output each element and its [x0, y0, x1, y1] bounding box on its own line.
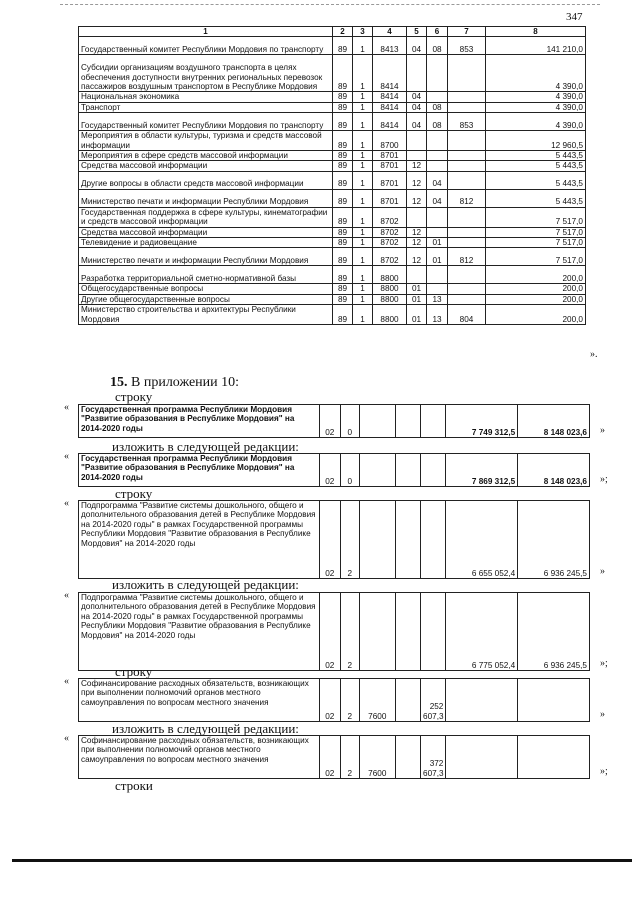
- row-label-cell: Транспорт: [79, 102, 333, 112]
- row-value-cell: [421, 501, 446, 579]
- program-table: [78, 500, 590, 579]
- row-value-cell: 02: [319, 593, 340, 671]
- row-value-cell: [448, 266, 486, 284]
- row-label-cell: Субсидии организациям воздушного транспорта в целях обеспечения доступности внутренних региональных перевозок пассажиров воздушным транспортом в Республике Мордовия: [79, 55, 333, 92]
- row-value-cell: 8701: [373, 151, 407, 161]
- row-value-cell: 1: [353, 151, 373, 161]
- row-value-cell: 02: [319, 405, 340, 438]
- row-label-cell: Министерство строительства и архитектуры Республики Мордовия: [79, 305, 333, 325]
- row-value-cell: [448, 161, 486, 171]
- row-value-cell: 812: [448, 248, 486, 266]
- row-value-cell: 89: [333, 55, 353, 92]
- row-value-cell: [448, 55, 486, 92]
- row-value-cell: 02: [319, 679, 340, 722]
- table-row: [79, 248, 586, 266]
- row-value-cell: 89: [333, 305, 353, 325]
- row-value-cell: 8 148 023,6: [518, 405, 590, 438]
- row-value-cell: [359, 454, 395, 487]
- row-value-cell: 89: [333, 113, 353, 131]
- closing-quote: »;: [600, 658, 608, 669]
- row-value-cell: [448, 131, 486, 151]
- table-row: [79, 171, 586, 189]
- row-value-cell: 200,0: [486, 266, 586, 284]
- table-row: [79, 679, 590, 722]
- row-value-cell: 7600: [359, 736, 395, 779]
- table-row: [79, 736, 590, 779]
- row-value-cell: [427, 92, 448, 102]
- row-value-cell: 2: [340, 501, 359, 579]
- row-value-cell: 1: [353, 207, 373, 227]
- row-value-cell: 8702: [373, 207, 407, 227]
- row-value-cell: 13: [427, 305, 448, 325]
- row-value-cell: [448, 284, 486, 294]
- row-label-cell: Другие общегосударственные вопросы: [79, 294, 333, 304]
- table-row: [79, 189, 586, 207]
- closing-quote: »: [600, 566, 605, 577]
- row-value-cell: 04: [407, 92, 427, 102]
- row-value-cell: 89: [333, 161, 353, 171]
- row-value-cell: [448, 171, 486, 189]
- row-value-cell: [518, 679, 590, 722]
- section-title: В приложении 10:: [127, 375, 240, 390]
- row-value-cell: [359, 593, 395, 671]
- row-value-cell: 12: [407, 227, 427, 237]
- row-value-cell: 89: [333, 92, 353, 102]
- col-header: 8: [486, 27, 586, 37]
- row-value-cell: [448, 151, 486, 161]
- row-label-cell: Государственный комитет Республики Мордовия по транспорту: [79, 113, 333, 131]
- row-value-cell: 01: [407, 294, 427, 304]
- table-row: [79, 131, 586, 151]
- row-value-cell: 8800: [373, 266, 407, 284]
- row-value-cell: 8800: [373, 284, 407, 294]
- row-value-cell: 01: [427, 248, 448, 266]
- row-label-cell: Мероприятия в сфере средств массовой информации: [79, 151, 333, 161]
- row-label-cell: Телевидение и радиовещание: [79, 238, 333, 248]
- row-value-cell: 1: [353, 113, 373, 131]
- row-value-cell: 2: [340, 736, 359, 779]
- row-value-cell: [427, 55, 448, 92]
- row-value-cell: 89: [333, 238, 353, 248]
- row-value-cell: 1: [353, 305, 373, 325]
- table-row: [79, 37, 586, 55]
- row-value-cell: 04: [407, 113, 427, 131]
- word-stroku: строку: [115, 486, 153, 501]
- opening-quote: «: [64, 402, 69, 413]
- row-value-cell: [448, 102, 486, 112]
- closing-quote: »;: [600, 766, 608, 777]
- row-value-cell: 89: [333, 171, 353, 189]
- row-value-cell: 12 960,5: [486, 131, 586, 151]
- col-header: 3: [353, 27, 373, 37]
- row-value-cell: 4 390,0: [486, 113, 586, 131]
- table-header-row: [79, 27, 586, 37]
- row-value-cell: 8701: [373, 161, 407, 171]
- row-value-cell: [448, 238, 486, 248]
- row-value-cell: [407, 131, 427, 151]
- row-value-cell: [359, 501, 395, 579]
- row-value-cell: [427, 266, 448, 284]
- table-row: [79, 92, 586, 102]
- word-stroki: строки: [115, 778, 153, 793]
- row-value-cell: 04: [427, 171, 448, 189]
- row-value-cell: 8413: [373, 37, 407, 55]
- row-value-cell: 1: [353, 284, 373, 294]
- closing-quote: »: [600, 425, 605, 436]
- row-value-cell: 12: [407, 189, 427, 207]
- row-value-cell: [395, 736, 420, 779]
- col-header: 4: [373, 27, 407, 37]
- row-value-cell: [446, 736, 518, 779]
- row-value-cell: 4 390,0: [486, 55, 586, 92]
- row-value-cell: 372 607,3: [421, 736, 446, 779]
- opening-quote: «: [64, 733, 69, 744]
- row-value-cell: 5 443,5: [486, 151, 586, 161]
- row-value-cell: 4 390,0: [486, 102, 586, 112]
- table-row: [79, 294, 586, 304]
- row-label-cell: Государственная программа Республики Мордовия "Развитие образования в Республике Мордовия" на 2014-2020 годы: [79, 405, 320, 438]
- row-value-cell: 02: [319, 501, 340, 579]
- row-value-cell: 1: [353, 189, 373, 207]
- row-value-cell: 01: [407, 284, 427, 294]
- row-value-cell: 1: [353, 266, 373, 284]
- opening-quote: «: [64, 498, 69, 509]
- row-value-cell: 5 443,5: [486, 161, 586, 171]
- program-table: [78, 404, 590, 438]
- row-value-cell: 89: [333, 227, 353, 237]
- row-value-cell: 89: [333, 207, 353, 227]
- row-value-cell: 5 443,5: [486, 171, 586, 189]
- row-value-cell: 89: [333, 37, 353, 55]
- row-value-cell: 02: [319, 736, 340, 779]
- col-header: 6: [427, 27, 448, 37]
- row-value-cell: 1: [353, 171, 373, 189]
- table-row: [79, 266, 586, 284]
- row-value-cell: 200,0: [486, 294, 586, 304]
- row-value-cell: 1: [353, 37, 373, 55]
- row-value-cell: [518, 736, 590, 779]
- row-value-cell: 8800: [373, 294, 407, 304]
- row-label-cell: Государственная программа Республики Мордовия "Развитие образования в Республике Мордовия" на 2014-2020 годы: [79, 454, 320, 487]
- row-label-cell: Общегосударственные вопросы: [79, 284, 333, 294]
- page-number: 347: [566, 11, 583, 23]
- row-label-cell: Государственная поддержка в сфере культуры, кинематографии и средств массовой информации: [79, 207, 333, 227]
- row-value-cell: 853: [448, 37, 486, 55]
- row-value-cell: 1: [353, 294, 373, 304]
- row-value-cell: 04: [407, 102, 427, 112]
- row-value-cell: [395, 501, 420, 579]
- row-value-cell: 200,0: [486, 305, 586, 325]
- table-row: [79, 454, 590, 487]
- row-value-cell: 04: [427, 189, 448, 207]
- row-value-cell: 8701: [373, 189, 407, 207]
- budget-table: [78, 26, 586, 325]
- program-table: [78, 735, 590, 779]
- row-value-cell: [448, 227, 486, 237]
- table-row: [79, 113, 586, 131]
- program-table: [78, 678, 590, 722]
- row-value-cell: 89: [333, 131, 353, 151]
- row-value-cell: 7 517,0: [486, 238, 586, 248]
- col-header: 2: [333, 27, 353, 37]
- row-label-cell: Мероприятия в области культуры, туризма и средств массовой информации: [79, 131, 333, 151]
- row-value-cell: 89: [333, 189, 353, 207]
- table-row: [79, 593, 590, 671]
- row-value-cell: 7 517,0: [486, 227, 586, 237]
- row-value-cell: 4 390,0: [486, 92, 586, 102]
- row-value-cell: 08: [427, 102, 448, 112]
- row-value-cell: [421, 593, 446, 671]
- row-value-cell: 08: [427, 113, 448, 131]
- row-value-cell: 8702: [373, 227, 407, 237]
- row-value-cell: 6 655 052,4: [446, 501, 518, 579]
- row-value-cell: [407, 207, 427, 227]
- row-value-cell: [421, 405, 446, 438]
- table-row: [79, 161, 586, 171]
- table-row: [79, 284, 586, 294]
- replace-instruction: изложить в следующей редакции:: [112, 721, 299, 736]
- opening-quote: «: [64, 676, 69, 687]
- replace-instruction: изложить в следующей редакции:: [112, 439, 299, 454]
- row-value-cell: [427, 131, 448, 151]
- word-stroku: строку: [115, 389, 153, 404]
- row-value-cell: 1: [353, 161, 373, 171]
- row-value-cell: 7 517,0: [486, 207, 586, 227]
- row-value-cell: 1: [353, 102, 373, 112]
- row-label-cell: Министерство печати и информации Республики Мордовия: [79, 189, 333, 207]
- row-value-cell: 1: [353, 131, 373, 151]
- row-value-cell: 8800: [373, 305, 407, 325]
- row-value-cell: 7600: [359, 679, 395, 722]
- row-value-cell: 7 749 312,5: [446, 405, 518, 438]
- program-table: [78, 453, 590, 487]
- row-label-cell: Национальная экономика: [79, 92, 333, 102]
- table-row: [79, 238, 586, 248]
- row-value-cell: 12: [407, 171, 427, 189]
- row-value-cell: [448, 92, 486, 102]
- closing-quote: ».: [590, 349, 598, 360]
- row-label-cell: Средства массовой информации: [79, 161, 333, 171]
- row-value-cell: 141 210,0: [486, 37, 586, 55]
- row-value-cell: 89: [333, 284, 353, 294]
- row-value-cell: 7 869 312,5: [446, 454, 518, 487]
- table-row: [79, 207, 586, 227]
- row-value-cell: 2: [340, 593, 359, 671]
- program-table: [78, 592, 590, 671]
- row-value-cell: 08: [427, 37, 448, 55]
- row-value-cell: [427, 151, 448, 161]
- row-value-cell: 8414: [373, 113, 407, 131]
- col-header: 7: [448, 27, 486, 37]
- row-value-cell: 1: [353, 92, 373, 102]
- row-value-cell: [427, 207, 448, 227]
- table-row: [79, 55, 586, 92]
- col-header: 5: [407, 27, 427, 37]
- row-value-cell: [446, 679, 518, 722]
- row-label-cell: Разработка территориальной сметно-нормативной базы: [79, 266, 333, 284]
- row-value-cell: 89: [333, 102, 353, 112]
- row-value-cell: 12: [407, 238, 427, 248]
- row-value-cell: 0: [340, 454, 359, 487]
- row-value-cell: 2: [340, 679, 359, 722]
- row-value-cell: 89: [333, 294, 353, 304]
- row-value-cell: 89: [333, 266, 353, 284]
- row-label-cell: Другие вопросы в области средств массовой информации: [79, 171, 333, 189]
- table-row: [79, 151, 586, 161]
- row-value-cell: 6 936 245,5: [518, 593, 590, 671]
- closing-quote: »;: [600, 474, 608, 485]
- row-value-cell: 13: [427, 294, 448, 304]
- row-value-cell: 804: [448, 305, 486, 325]
- row-label-cell: Государственный комитет Республики Мордовия по транспорту: [79, 37, 333, 55]
- closing-quote: »: [600, 709, 605, 720]
- row-label-cell: Софинансирование расходных обязательств, возникающих при выполнении полномочий органов местного самоуправления по вопросам местного значения: [79, 679, 320, 722]
- row-value-cell: 8414: [373, 55, 407, 92]
- row-value-cell: 8701: [373, 171, 407, 189]
- row-value-cell: [448, 207, 486, 227]
- row-value-cell: 1: [353, 238, 373, 248]
- row-value-cell: [395, 679, 420, 722]
- row-value-cell: 01: [427, 238, 448, 248]
- row-value-cell: 1: [353, 227, 373, 237]
- opening-quote: «: [64, 451, 69, 462]
- row-value-cell: 6 936 245,5: [518, 501, 590, 579]
- row-value-cell: [448, 294, 486, 304]
- row-value-cell: [407, 151, 427, 161]
- row-value-cell: 1: [353, 55, 373, 92]
- row-value-cell: [427, 284, 448, 294]
- col-header: 1: [79, 27, 333, 37]
- row-label-cell: Подпрограмма "Развитие системы дошкольного, общего и дополнительного образования детей в Республике Мордовия на 2014-2020 годы" в рамках Государственной программы Республики Мордовия "Развитие образования в Республике Мордовия" на 2014-2020 годы: [79, 501, 320, 579]
- row-value-cell: 812: [448, 189, 486, 207]
- table-row: [79, 405, 590, 438]
- row-value-cell: [421, 454, 446, 487]
- row-value-cell: [427, 161, 448, 171]
- row-value-cell: 12: [407, 248, 427, 266]
- row-value-cell: [407, 266, 427, 284]
- row-label-cell: Подпрограмма "Развитие системы дошкольного, общего и дополнительного образования детей в Республике Мордовия на 2014-2020 годы" в рамках Государственной программы Республики Мордовия "Развитие образования в Республике Мордовия" на 2014-2020 годы: [79, 593, 320, 671]
- row-label-cell: Министерство печати и информации Республики Мордовия: [79, 248, 333, 266]
- row-value-cell: 8 148 023,6: [518, 454, 590, 487]
- row-value-cell: 12: [407, 161, 427, 171]
- word-stroku: строку: [115, 664, 153, 679]
- row-value-cell: [395, 593, 420, 671]
- row-value-cell: 200,0: [486, 284, 586, 294]
- row-value-cell: [395, 454, 420, 487]
- row-value-cell: 8414: [373, 102, 407, 112]
- row-value-cell: 8700: [373, 131, 407, 151]
- row-label-cell: Софинансирование расходных обязательств, возникающих при выполнении полномочий органов местного самоуправления по вопросам местного значения: [79, 736, 320, 779]
- page-bottom-rule: [12, 859, 632, 862]
- row-value-cell: [395, 405, 420, 438]
- row-value-cell: [427, 227, 448, 237]
- row-label-cell: Средства массовой информации: [79, 227, 333, 237]
- section-number: 15.: [110, 375, 128, 390]
- opening-quote: «: [64, 590, 69, 601]
- row-value-cell: 7 517,0: [486, 248, 586, 266]
- row-value-cell: 853: [448, 113, 486, 131]
- row-value-cell: 02: [319, 454, 340, 487]
- row-value-cell: [407, 55, 427, 92]
- row-value-cell: 5 443,5: [486, 189, 586, 207]
- row-value-cell: 04: [407, 37, 427, 55]
- table-row: [79, 501, 590, 579]
- row-value-cell: 8414: [373, 92, 407, 102]
- row-value-cell: 8702: [373, 248, 407, 266]
- row-value-cell: 252 607,3: [421, 679, 446, 722]
- row-value-cell: 89: [333, 151, 353, 161]
- top-edge-line: [60, 4, 600, 6]
- row-value-cell: [359, 405, 395, 438]
- row-value-cell: 1: [353, 248, 373, 266]
- replace-instruction: изложить в следующей редакции:: [112, 577, 299, 592]
- table-row: [79, 102, 586, 112]
- row-value-cell: 89: [333, 248, 353, 266]
- row-value-cell: 0: [340, 405, 359, 438]
- row-value-cell: 8702: [373, 238, 407, 248]
- table-row: [79, 227, 586, 237]
- table-row: [79, 305, 586, 325]
- row-value-cell: 01: [407, 305, 427, 325]
- row-value-cell: 6 775 052,4: [446, 593, 518, 671]
